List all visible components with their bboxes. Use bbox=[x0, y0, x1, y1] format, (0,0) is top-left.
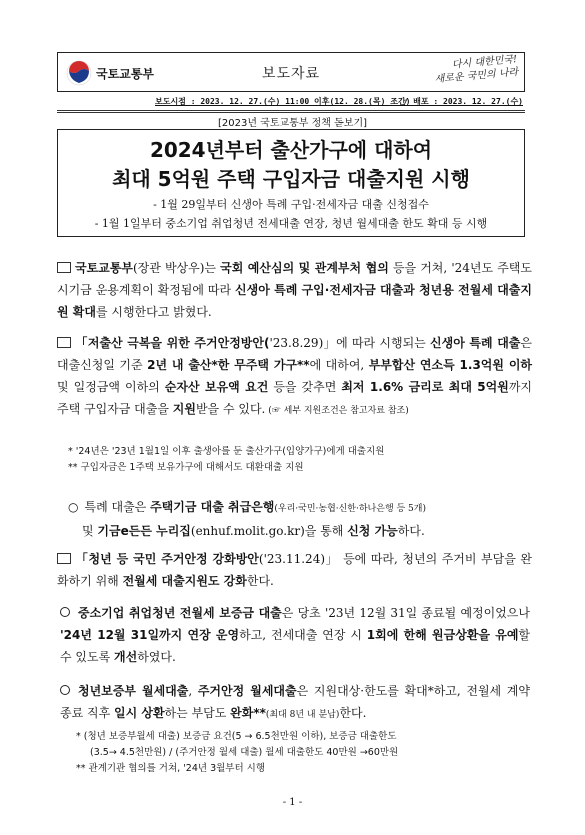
document-type: 보도자료 bbox=[261, 66, 321, 82]
series-label: [2023년 국토교통부 정책 돋보기] bbox=[217, 118, 368, 129]
footnotes-2: * (청년 보증부월세 대출) 보증금 요건(5 → 6.5천만원 이하), 보증금 대출한도 (3.5→ 4.5천만원) / (주거안정 월세 대출) 월세 대출한도 40만원 →60만원 ** 관계기관 협의를 거쳐, '24년 3월부터 시행 bbox=[76, 731, 399, 774]
paragraph-4: 「청년 등 국민 주거안정 강화방안('23.11.24)」 등에 따라, 청년의 주거비 부담을 완화하기 위해 전월세 대출지원도 강화한다. bbox=[57, 552, 532, 588]
title-box bbox=[57, 129, 525, 237]
square-bullet-icon bbox=[57, 337, 71, 348]
square-bullet-icon bbox=[57, 553, 71, 564]
paragraph-1: 국토교통부(장관 박상우)는 국회 예산심의 및 관계부처 협의 등을 거쳐, '24년도 주택도시기금 운용계획이 확정됨에 따라 신생아 특례 구입·전세자금 대출과 청년용 전월세 대출지원 확대를 시행한다고 밝혔다. bbox=[57, 261, 532, 319]
subtitle-1: - 1월 29일부터 신생아 특례 구입·전세자금 대출 신청접수 bbox=[153, 198, 429, 211]
page-title: 2024년부터 출산가구에 대하여 최대 5억원 주택 구입자금 대출지원 시행 bbox=[112, 138, 470, 191]
paragraph-2: 「저출산 극복을 위한 주거안정방안('23.8.29)」에 따라 시행되는 신생아 특례 대출은 대출신청일 기준 2년 내 출산*한 무주택 가구**에 대하여, 부부합산 연소득 1.3억원 이하 및 일정금액 이하의 순자산 보유액 요건 등을 갖추면 최저 1.6% 금리로 최대 5억원까지 주택 구입자금 대출을 지원받을 수 있다. (☞ 세부 지원조건은 참고자료 참조) bbox=[57, 336, 533, 416]
slogan-handwriting: 다시 대한민국! 새로운 국민의 나라 bbox=[434, 54, 519, 86]
header-box bbox=[57, 52, 525, 92]
paragraph-6: 청년보증부 월세대출, 주거안정 월세대출은 지원대상·한도를 확대*하고, 전월세 계약 종료 직후 일시 상환하는 부담도 완화**(최대 8년 내 분납)한다. bbox=[60, 684, 530, 720]
release-date: / 배포 : 2023. 12. 27.(수) bbox=[403, 97, 523, 106]
circle-bullet-icon bbox=[60, 685, 70, 695]
embargo-time: 보도시점 : 2023. 12. 27.(수) 11:00 이후(12. 28.(목) 조간) bbox=[155, 97, 411, 106]
circle-bullet-icon bbox=[60, 607, 70, 617]
subtitle-2: - 1월 1일부터 중소기업 취업청년 전세대출 연장, 청년 월세대출 한도 확대 등 시행 bbox=[94, 217, 488, 230]
double-rule bbox=[57, 110, 525, 113]
paragraph-3: ○ 특례 대출은 주택기금 대출 취급은행(우리·국민·농협·신한·하나은행 등 5개) 및 기금e든든 누리집(enhuf.molit.go.kr)을 통해 신청 가능하다. bbox=[68, 500, 426, 538]
paragraph-5: 중소기업 취업청년 전월세 보증금 대출은 당초 '23년 12월 31일 종료될 예정이었으나 '24년 12월 31일까지 연장 운영하고, 전세대출 연장 시 1회에 한해 원금상환을 유예할 수 있도록 개선하였다. bbox=[60, 606, 530, 664]
release-meta bbox=[57, 96, 525, 108]
page-number: - 1 - bbox=[282, 797, 303, 808]
ministry-name: 국토교통부 bbox=[96, 67, 154, 81]
square-bullet-icon bbox=[57, 262, 71, 273]
footnotes-1: * '24년은 '23년 1월1일 이후 출생아를 둔 출산가구(입양가구)에게 대출지원 ** 구입자금은 1주택 보유가구에 대해서도 대환대출 지원 bbox=[68, 446, 385, 473]
